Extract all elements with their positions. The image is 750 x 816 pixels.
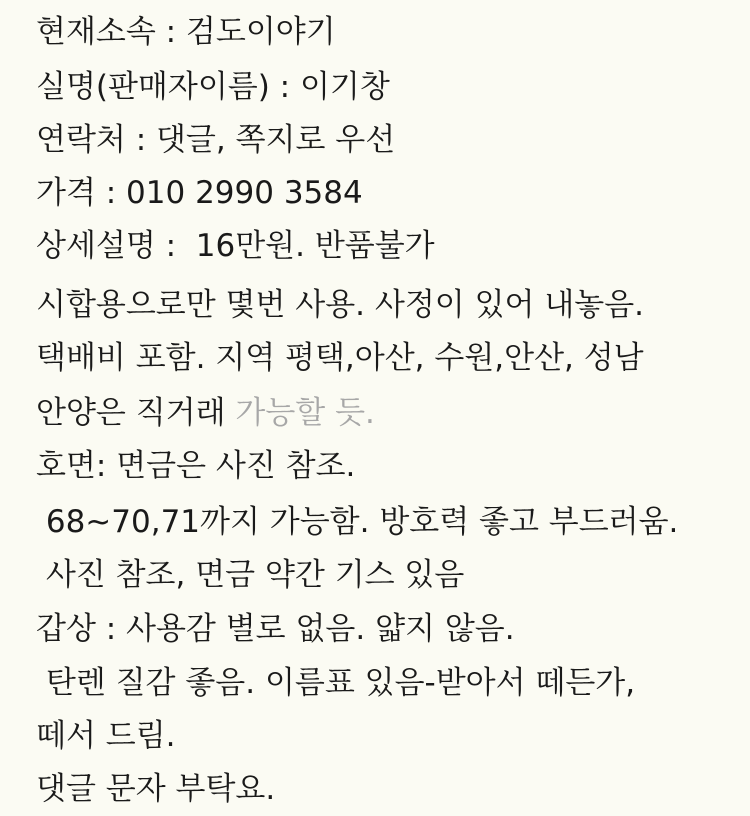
text-line [36, 390, 375, 436]
request-line: 댓글 문자 부탁요. [36, 771, 276, 807]
helmet-line: 호면: 면금은 사진 참조. [36, 448, 356, 484]
text-line: 68~70,71까지 가능함. 방호력 좋고 부드러움. [36, 504, 679, 540]
gloves-line: 갑상 : 사용감 별로 없음. 얇지 않음. [36, 611, 515, 647]
text-line: 택배비 포함. 지역 평택,아산, 수원,안산, 성남 [36, 340, 644, 376]
contact-line: 연락처 : 댓글, 쪽지로 우선 [36, 122, 396, 158]
text-line: 떼서 드림. [36, 718, 176, 754]
affiliation-line: 현재소속 : 검도이야기 [36, 14, 336, 50]
text-line-faded: 가능할 듯. [225, 395, 375, 431]
description-line: 상세설명 : 16만원. 반품불가 [36, 228, 435, 264]
price-line: 가격 : 010 2990 3584 [36, 175, 363, 211]
text-line: 시합용으로만 몇번 사용. 사정이 있어 내놓음. [36, 287, 645, 323]
text-line: 탄렌 질감 좋음. 이름표 있음-받아서 떼든가, [36, 665, 636, 701]
text-line: 사진 참조, 면금 약간 기스 있음 [36, 557, 465, 593]
text-line-main: 안양은 직거래 [36, 395, 226, 431]
seller-name-line: 실명(판매자이름) : 이기창 [36, 69, 390, 105]
